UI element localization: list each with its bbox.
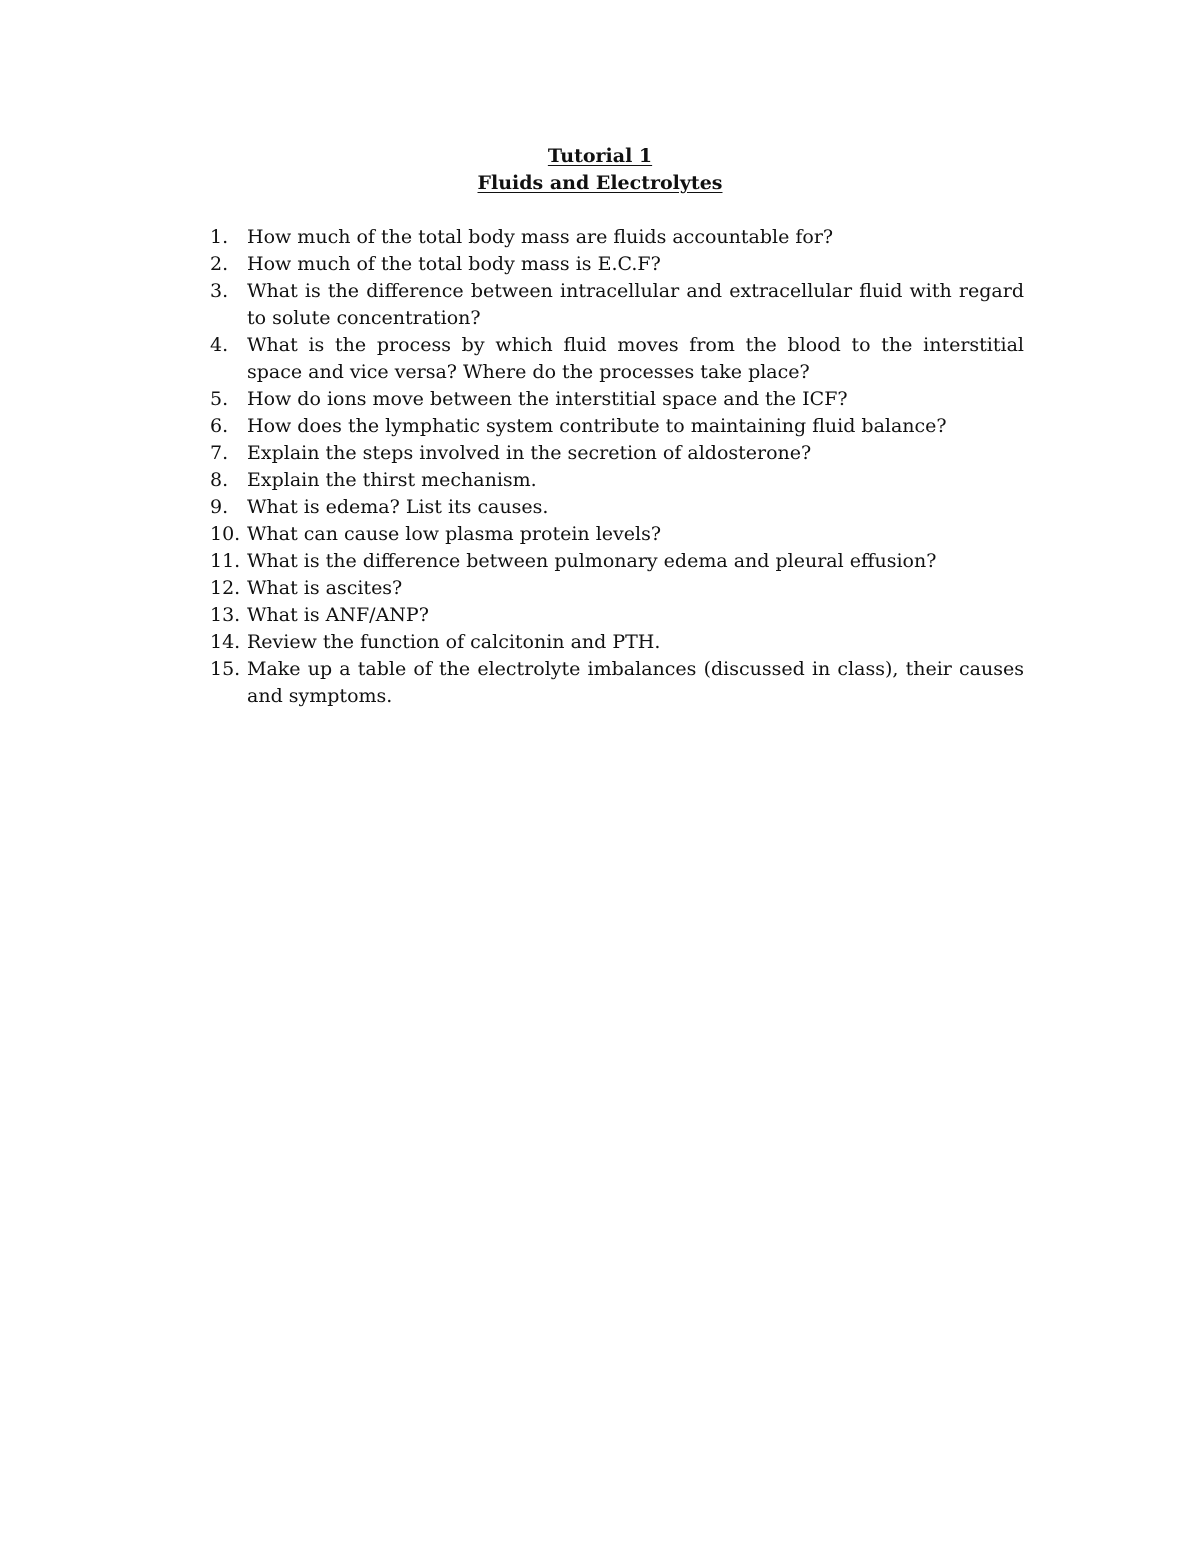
question-text: Explain the thirst mechanism. (247, 469, 537, 491)
question-item-4 (200, 332, 1024, 386)
document-subtitle-text: Fluids and Electrolytes (477, 172, 723, 194)
question-item-15 (200, 656, 1024, 710)
question-number: 12. (210, 577, 241, 599)
question-number: 9. (210, 496, 229, 518)
question-text: How much of the total body mass are fluids accountable for? (247, 226, 834, 248)
question-text: What is the difference between intracellular and extracellular fluid with regard to solute concentration? (247, 280, 1024, 329)
question-text: How does the lymphatic system contribute to maintaining fluid balance? (247, 415, 947, 437)
question-text: What is the difference between pulmonary edema and pleural effusion? (247, 550, 937, 572)
document-title (0, 143, 1200, 170)
question-item-8 (200, 467, 1024, 494)
question-item-13 (200, 602, 1024, 629)
question-item-1 (200, 224, 1024, 251)
question-list (200, 224, 1024, 710)
question-number: 3. (210, 280, 229, 302)
question-text: How do ions move between the interstitial space and the ICF? (247, 388, 848, 410)
question-item-9 (200, 494, 1024, 521)
question-text: Review the function of calcitonin and PTH. (247, 631, 661, 653)
question-text: How much of the total body mass is E.C.F? (247, 253, 661, 275)
question-number: 8. (210, 469, 229, 491)
question-text: What is ascites? (247, 577, 403, 599)
question-item-2 (200, 251, 1024, 278)
question-text: What is ANF/ANP? (247, 604, 429, 626)
question-text: Make up a table of the electrolyte imbalances (discussed in class), their causes and symptoms. (247, 658, 1024, 707)
question-item-7 (200, 440, 1024, 467)
question-number: 4. (210, 334, 229, 356)
question-item-12 (200, 575, 1024, 602)
question-item-6 (200, 413, 1024, 440)
question-number: 10. (210, 523, 241, 545)
question-number: 13. (210, 604, 241, 626)
question-number: 14. (210, 631, 241, 653)
question-number: 5. (210, 388, 229, 410)
question-item-5 (200, 386, 1024, 413)
document-subtitle (0, 170, 1200, 197)
question-number: 7. (210, 442, 229, 464)
question-number: 11. (210, 550, 241, 572)
question-item-10 (200, 521, 1024, 548)
question-text: What can cause low plasma protein levels? (247, 523, 662, 545)
question-number: 2. (210, 253, 229, 275)
question-text: What is edema? List its causes. (247, 496, 549, 518)
question-number: 6. (210, 415, 229, 437)
question-text: What is the process by which fluid moves from the blood to the interstitial space and vice versa? Where do the processes take place? (247, 334, 1024, 383)
question-item-11 (200, 548, 1024, 575)
question-number: 1. (210, 226, 229, 248)
question-item-3 (200, 278, 1024, 332)
question-item-14 (200, 629, 1024, 656)
question-number: 15. (210, 658, 241, 680)
question-text: Explain the steps involved in the secretion of aldosterone? (247, 442, 812, 464)
document-title-text: Tutorial 1 (547, 145, 653, 167)
